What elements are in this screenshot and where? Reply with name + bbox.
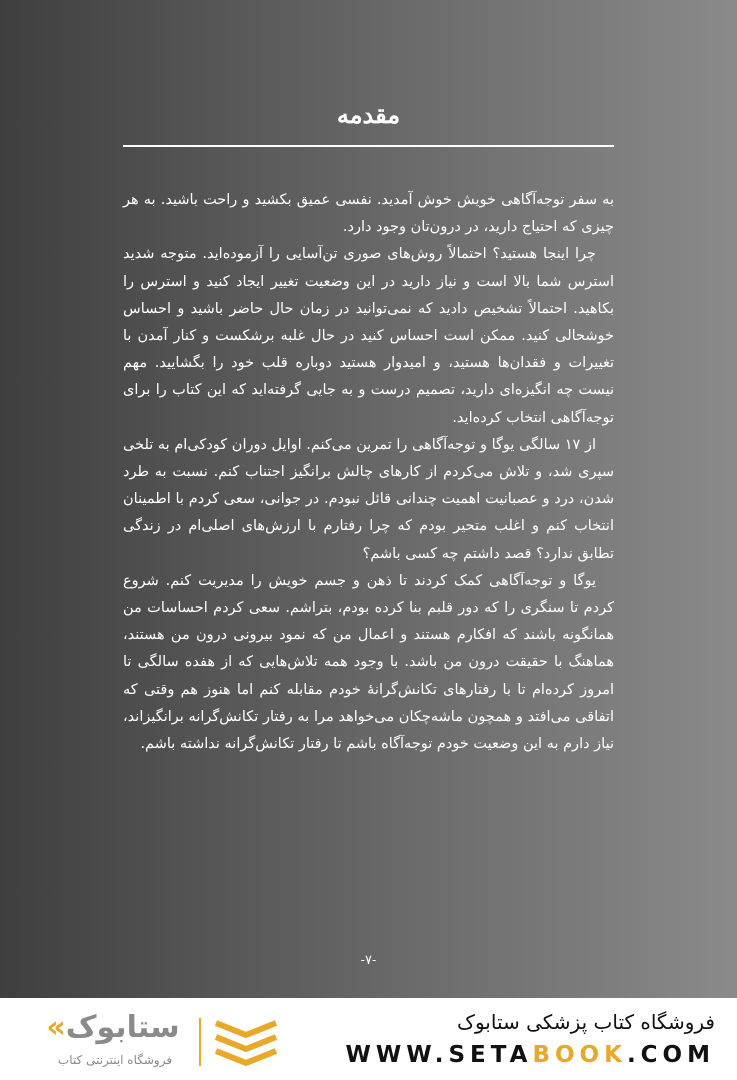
store-url-link[interactable] bbox=[346, 1042, 715, 1068]
url-part-2: BOOK.COM bbox=[532, 1042, 715, 1068]
paragraph-3: از ۱۷ سالگی یوگا و توجه‌آگاهی را تمرین می‌کنم. اوایل دوران کودکی‌ام به تلخی سپری شد، و تلاش می‌کردم از کارهای چالش برانگیز اجتناب کنم. نسبت به طرد شدن، درد و عصبانیت اهمیت چندانی قائل نبودم. در جوانی، سعی کردم با اطمینان انتخاب کنم و اغلب متحیر بودم که چرا رفتارم با ارزش‌های اصلی‌ام در زندگی تطابق ندارد؟ قصد داشتم چه کسی باشم؟ bbox=[123, 436, 614, 562]
page-content bbox=[123, 95, 614, 758]
logo-subtitle: فروشگاه اینترنتی کتاب bbox=[57, 1053, 173, 1067]
page-title: مقدمه bbox=[336, 100, 401, 129]
logo-chevrons-icon: « bbox=[46, 1010, 66, 1045]
url-part-1: WWW.SETA bbox=[345, 1042, 533, 1068]
logo-wordmark: ستابوک bbox=[65, 1010, 180, 1045]
store-logo[interactable] bbox=[38, 1010, 188, 1045]
page-number: -۷- bbox=[360, 953, 377, 968]
book-stack-icon bbox=[212, 1015, 280, 1067]
paragraph-1: به سفر توجه‌آگاهی خویش خوش آمدید. نفسی عمیق بکشید و راحت باشید. به هر چیزی که احتیاج دارید، در درون‌تان وجود دارد. bbox=[123, 192, 614, 236]
store-name: فروشگاه کتاب پزشکی ستابوک bbox=[457, 1010, 715, 1034]
title-underline bbox=[123, 145, 614, 147]
logo-divider bbox=[199, 1018, 201, 1066]
store-footer-banner bbox=[0, 998, 737, 1080]
paragraph-4: یوگا و توجه‌آگاهی کمک کردند تا ذهن و جسم خویش را مدیریت کنم. شروع کردم تا سنگری را که دور قلبم بنا کرده بودم، بتراشم. سعی کردم احساسات من همانگونه باشند که افکارم هستند و اعمال من که نمود بیرونی درون من هستند، هماهنگ با حقیقت درون من باشد. با وجود همه تلاش‌هایی که از هفده سالگی تا امروز کرده‌ام تا با رفتارهای تکانش‌گرانهٔ خودم مقابله کنم اما هنوز هم وقتی که اتفاقی می‌افتد و همچون ماشه‌چکان می‌خواهد مرا به رفتار تکانش‌گرانه برانگیزاند، نیاز دارم به این وضعیت خودم توجه‌آگاه باشم تا رفتار تکانش‌گرانه نداشته باشم. bbox=[123, 572, 614, 753]
paragraph-2: چرا اینجا هستید؟ احتمالاً روش‌های صوری تن‌آسایی را آزموده‌اید. متوجه شدید استرس شما بالا است و نیاز دارید در این وضعیت تغییر ایجاد کنید و استرس را بکاهید. احتمالاً تشخیص دادید که نمی‌توانید در زمان حال حاضر باشید و احساس خوشحالی کنید. ممکن است احساس کنید در حال غلبه برشکست و کنار آمدن با تغییرات و فقدان‌ها هستید، و امیدوار هستید دوباره قلب خود را بگشایید. مهم نیست چه انگیزه‌ای دارید، تصمیم درست و به جایی گرفته‌اید که این کتاب را برای توجه‌آگاهی انتخاب کرده‌اید. bbox=[123, 246, 614, 426]
